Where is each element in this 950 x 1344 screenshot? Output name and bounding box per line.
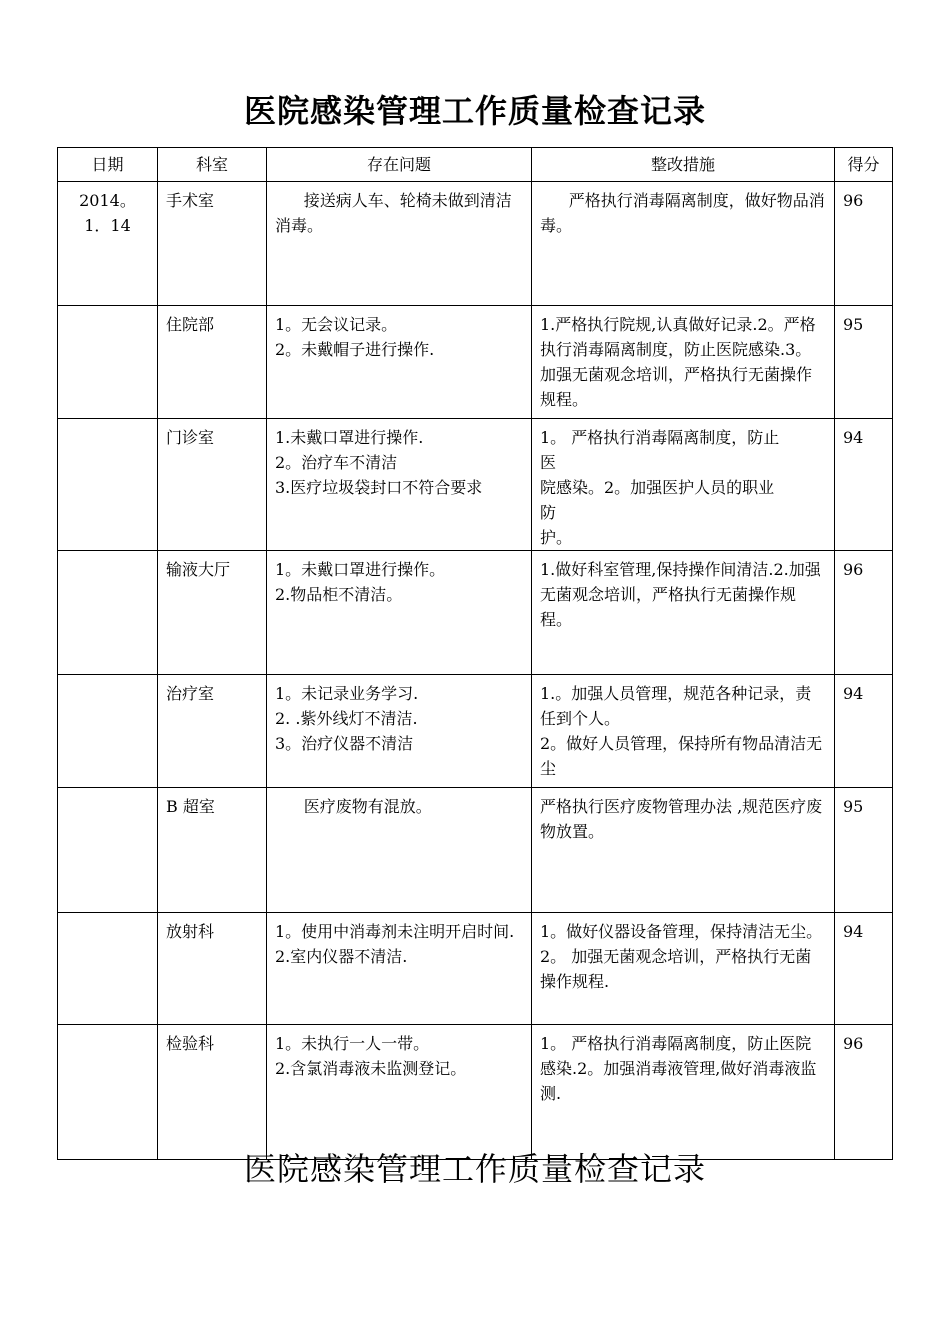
problems-cell-line: 2. .紫外线灯不清洁. [275, 709, 418, 728]
score-cell: 96 [835, 551, 893, 675]
problems-cell [267, 913, 532, 1025]
measures-cell [532, 675, 835, 788]
measures-cell-line: 1。做好仪器设备管理，保持清洁无尘。2。 加强无菌观念培训，严格执行无菌操作规程. [540, 922, 823, 991]
measures-cell [532, 306, 835, 419]
table-row [58, 913, 893, 1025]
date-cell [58, 675, 158, 788]
measures-cell [532, 419, 835, 551]
score-cell: 96 [835, 1025, 893, 1160]
date-cell [58, 788, 158, 913]
problems-cell-line: 1。未执行一人一带。 [275, 1034, 430, 1053]
score-cell: 96 [835, 182, 893, 306]
problems-cell [267, 182, 532, 306]
header-department: 科室 [158, 148, 267, 182]
date-cell-line: 1．14 [84, 216, 131, 235]
measures-cell [532, 913, 835, 1025]
measures-cell-line: 1.严格执行院规,认真做好记录.2。严格执行消毒隔离制度，防止医院感染.3。 加强无菌观念培训，严格执行无菌操作规程。 [540, 315, 816, 409]
measures-cell [532, 551, 835, 675]
inspection-table [57, 147, 893, 1160]
score-cell: 94 [835, 419, 893, 551]
department-cell: 检验科 [158, 1025, 267, 1160]
problems-cell-line: 1.未戴口罩进行操作. [275, 428, 424, 447]
department-cell: 输液大厅 [158, 551, 267, 675]
table-row [58, 551, 893, 675]
problems-cell-line: 3。治疗仪器不清洁 [275, 734, 414, 753]
measures-cell-line: 1。 严格执行消毒隔离制度，防止医院感染.2。加强消毒液管理,做好消毒液监测. [540, 1034, 817, 1103]
page-title: 医院感染管理工作质量检查记录 [243, 92, 706, 130]
problems-cell-line: 1。使用中消毒剂未注明开启时间.2.室内仪器不清洁. [275, 922, 515, 966]
problems-cell-line: 3.医疗垃圾袋封口不符合要求 [275, 478, 483, 497]
problems-cell-line: 2。治疗车不清洁 [275, 453, 398, 472]
measures-cell-line: 院感染。2。加强医护人员的职业 [540, 478, 775, 497]
table-row [58, 1025, 893, 1160]
measures-cell-line: 严格执行消毒隔离制度，做好物品消毒。 [540, 191, 825, 235]
problems-cell-line: 1。未戴口罩进行操作。 [275, 560, 446, 579]
measures-cell-line: 严格执行医疗废物管理办法 ,规范医疗废物放置。 [540, 797, 823, 841]
problems-cell [267, 1025, 532, 1160]
department-cell: 放射科 [158, 913, 267, 1025]
measures-cell [532, 182, 835, 306]
measures-cell-line: 1.做好科室管理,保持操作间清洁.2.加强无菌观念培训，严格执行无菌操作规程。 [540, 560, 821, 629]
date-cell [58, 182, 158, 306]
score-cell: 95 [835, 788, 893, 913]
table-row [58, 788, 893, 913]
table-row [58, 419, 893, 551]
problems-cell-line: 2.含氯消毒液未监测登记。 [275, 1059, 467, 1078]
footer-title: 医院感染管理工作质量检查记录 [243, 1150, 706, 1188]
problems-cell-line: 1。无会议记录。 [275, 315, 398, 334]
date-cell [58, 419, 158, 551]
date-cell-line: 2014。 [79, 191, 136, 210]
measures-cell-line: 护。 [540, 528, 573, 547]
date-cell [58, 551, 158, 675]
header-score: 得分 [835, 148, 893, 182]
measures-cell [532, 788, 835, 913]
table-header-row [58, 148, 893, 182]
table-row [58, 306, 893, 419]
problems-cell-line: 2。未戴帽子进行操作. [275, 340, 435, 359]
score-cell: 94 [835, 913, 893, 1025]
problems-cell [267, 419, 532, 551]
measures-cell-line: 1.。加强人员管理，规范各种记录，责任到个人。 [540, 684, 812, 728]
measures-cell [532, 1025, 835, 1160]
header-problems: 存在问题 [267, 148, 532, 182]
header-date: 日期 [58, 148, 158, 182]
date-cell [58, 1025, 158, 1160]
measures-cell-line: 2。做好人员管理，保持所有物品清洁无尘 [540, 734, 823, 778]
problems-cell [267, 306, 532, 419]
problems-cell [267, 675, 532, 788]
department-cell: 住院部 [158, 306, 267, 419]
problems-cell [267, 788, 532, 913]
measures-cell-line: 医 [540, 453, 557, 472]
table-row [58, 675, 893, 788]
problems-cell [267, 551, 532, 675]
department-cell: B 超室 [158, 788, 267, 913]
header-measures: 整改措施 [532, 148, 835, 182]
problems-cell-line: 2.物品柜不清洁。 [275, 585, 403, 604]
problems-cell-line: 1。未记录业务学习. [275, 684, 419, 703]
problems-cell-line: 医疗废物有混放。 [303, 797, 432, 816]
department-cell: 手术室 [158, 182, 267, 306]
problems-cell-line: 接送病人车、轮椅未做到清洁消毒。 [275, 191, 512, 235]
measures-cell-line: 1。 严格执行消毒隔离制度，防止 [540, 428, 780, 447]
date-cell [58, 306, 158, 419]
measures-cell-line: 防 [540, 503, 557, 522]
department-cell: 门诊室 [158, 419, 267, 551]
score-cell: 95 [835, 306, 893, 419]
score-cell: 94 [835, 675, 893, 788]
table-row [58, 182, 893, 306]
date-cell [58, 913, 158, 1025]
department-cell: 治疗室 [158, 675, 267, 788]
